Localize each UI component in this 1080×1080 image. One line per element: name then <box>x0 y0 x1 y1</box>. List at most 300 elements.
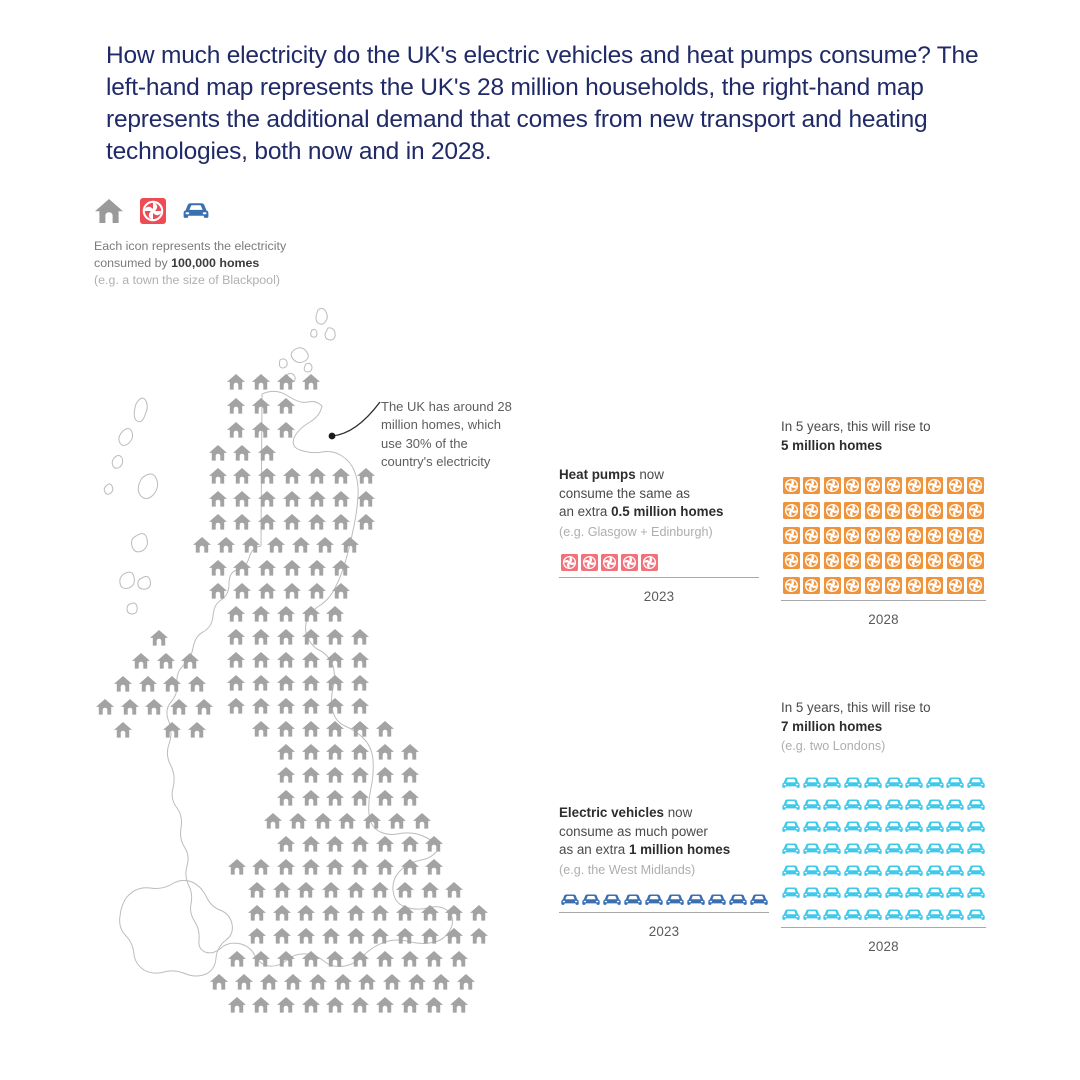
pictogram-cell <box>945 861 966 881</box>
heat-pump-icon <box>803 502 820 519</box>
car-icon <box>581 893 601 907</box>
pictogram-cell <box>843 525 864 546</box>
car-icon <box>966 886 986 900</box>
car-icon <box>843 908 863 922</box>
pictogram-cell <box>945 839 966 859</box>
heat-pump-icon <box>967 527 984 544</box>
pictogram-cell <box>802 475 823 496</box>
heat-pump-icon <box>824 552 841 569</box>
car-icon <box>822 776 842 790</box>
car-icon <box>781 864 801 878</box>
car-icon <box>665 893 685 907</box>
car-icon <box>749 893 769 907</box>
heat-pump-icon <box>967 552 984 569</box>
heat-pump-icon <box>885 502 902 519</box>
pictogram-cell <box>802 795 823 815</box>
pictogram-cell <box>822 525 843 546</box>
car-icon <box>822 864 842 878</box>
pictogram-cell <box>904 550 925 571</box>
pictogram-cell <box>781 500 802 521</box>
car-icon <box>925 820 945 834</box>
pictogram-cell <box>802 773 823 793</box>
heat-pump-icon <box>844 477 861 494</box>
car-icon <box>686 893 706 907</box>
ev-2028-lead: In 5 years, this will rise to <box>781 700 931 715</box>
pictogram-cell <box>843 817 864 837</box>
pictogram-cell <box>781 773 802 793</box>
heat-pump-icon <box>844 502 861 519</box>
pictogram-cell <box>781 575 802 596</box>
heat-pump-icon <box>824 502 841 519</box>
pictogram-cell <box>863 500 884 521</box>
car-icon <box>843 886 863 900</box>
panel-electric-vehicles-2028 <box>781 699 986 954</box>
car-icon <box>863 908 883 922</box>
heat-pump-icon <box>824 477 841 494</box>
heat-pump-icon <box>601 554 618 571</box>
heat-pump-icon <box>581 554 598 571</box>
pictogram-cell <box>966 861 987 881</box>
car-icon <box>863 864 883 878</box>
car-icon <box>822 842 842 856</box>
pictogram-cell <box>559 890 580 910</box>
car-icon <box>602 893 622 907</box>
heat-pumps-now-example: (e.g. Glasgow + Edinburgh) <box>559 524 713 539</box>
pictogram-cell <box>925 883 946 903</box>
pictogram-cell <box>822 795 843 815</box>
pictogram-cell <box>884 550 905 571</box>
heat-pumps-now-copy <box>559 466 759 522</box>
car-icon <box>863 798 883 812</box>
car-icon <box>781 776 801 790</box>
pictogram-cell <box>904 861 925 881</box>
pictogram-cell <box>781 475 802 496</box>
pictogram-cell <box>843 795 864 815</box>
pictogram-cell <box>945 475 966 496</box>
pictogram-cell <box>706 890 727 910</box>
pictogram-cell <box>966 817 987 837</box>
ev-now-line2: consume as much power <box>559 823 708 839</box>
heat-pump-icon <box>926 577 943 594</box>
pictogram-cell <box>966 475 987 496</box>
car-icon <box>925 908 945 922</box>
pictogram-cell <box>925 500 946 521</box>
heat-pump-icon <box>906 577 923 594</box>
pictogram-cell <box>863 817 884 837</box>
legend-caption-sub: (e.g. a town the size of Blackpool) <box>94 273 280 287</box>
heat-pumps-now-baseline <box>559 577 759 578</box>
pictogram-cell <box>925 575 946 596</box>
car-icon <box>945 776 965 790</box>
car-icon <box>966 820 986 834</box>
heat-pump-icon <box>947 552 964 569</box>
pictogram-cell <box>904 475 925 496</box>
pictogram-cell <box>802 861 823 881</box>
pictogram-cell <box>727 890 748 910</box>
car-icon <box>966 798 986 812</box>
heat-pump-icon <box>844 577 861 594</box>
heat-pumps-2028-lead: In 5 years, this will rise to <box>781 419 931 434</box>
pictogram-cell <box>884 500 905 521</box>
pictogram-cell <box>863 773 884 793</box>
pictogram-cell <box>843 575 864 596</box>
pictogram-cell <box>904 817 925 837</box>
ev-now-line3-prefix: as an extra <box>559 842 629 858</box>
car-icon <box>802 798 822 812</box>
pictogram-cell <box>781 905 802 925</box>
heat-pump-icon <box>865 552 882 569</box>
car-icon <box>945 864 965 878</box>
pictogram-cell <box>601 890 622 910</box>
car-icon <box>945 886 965 900</box>
ev-now-year: 2023 <box>648 923 680 939</box>
car-icon <box>781 820 801 834</box>
pictogram-cell <box>599 552 619 573</box>
heat-pumps-2028-icon-grid <box>781 475 986 600</box>
ev-2028-icon-grid <box>781 773 986 927</box>
car-icon <box>802 776 822 790</box>
pictogram-cell <box>781 525 802 546</box>
pictogram-cell <box>802 839 823 859</box>
pictogram-cell <box>925 773 946 793</box>
heat-pump-icon <box>865 577 882 594</box>
car-icon <box>863 820 883 834</box>
heat-pump-icon <box>947 477 964 494</box>
heat-pump-icon <box>803 527 820 544</box>
ev-now-value: 1 million homes <box>628 842 731 858</box>
pictogram-cell <box>843 839 864 859</box>
car-icon <box>945 842 965 856</box>
pictogram-cell <box>802 883 823 903</box>
pictogram-cell <box>843 905 864 925</box>
heat-pumps-2028-year: 2028 <box>868 612 899 628</box>
ev-now-title-rest: now <box>663 805 693 820</box>
pictogram-cell <box>884 883 905 903</box>
car-icon <box>728 893 748 907</box>
pictogram-cell <box>945 500 966 521</box>
heat-pump-icon <box>926 527 943 544</box>
pictogram-cell <box>822 861 843 881</box>
pictogram-cell <box>966 905 987 925</box>
ev-now-example: (e.g. the West Midlands) <box>559 862 696 877</box>
heat-pump-icon <box>967 577 984 594</box>
heat-pump-icon <box>783 527 800 544</box>
heat-pump-icon <box>824 527 841 544</box>
pictogram-cell <box>945 905 966 925</box>
car-icon <box>843 864 863 878</box>
ev-now-baseline <box>559 912 769 913</box>
pictogram-cell <box>966 525 987 546</box>
pictogram-cell <box>884 475 905 496</box>
pictogram-cell <box>925 550 946 571</box>
pictogram-cell <box>966 550 987 571</box>
pictogram-cell <box>843 861 864 881</box>
car-icon <box>966 908 986 922</box>
pictogram-cell <box>863 861 884 881</box>
pictogram-cell <box>884 839 905 859</box>
heat-pumps-2028-value: 5 million homes <box>781 437 883 453</box>
heat-pump-icon <box>783 577 800 594</box>
car-icon <box>884 886 904 900</box>
pictogram-cell <box>904 500 925 521</box>
heat-pump-icon <box>967 502 984 519</box>
heat-pump-icon <box>865 502 882 519</box>
car-icon <box>863 842 883 856</box>
pictogram-cell <box>802 550 823 571</box>
pictogram-cell <box>664 890 685 910</box>
heat-pump-icon <box>885 552 902 569</box>
heat-pump-icon <box>844 552 861 569</box>
page-headline: How much electricity do the UK's electric vehicles and heat pumps consume? The left-hand map represents the UK's 28 million households, the right-hand map represents the additional demand that comes from new transport and heating technologies, both now and in 2028. <box>106 42 979 165</box>
car-icon <box>802 820 822 834</box>
pictogram-cell <box>863 839 884 859</box>
car-icon <box>904 798 924 812</box>
heat-pump-icon <box>947 502 964 519</box>
pictogram-cell <box>925 525 946 546</box>
heat-pump-icon <box>621 554 638 571</box>
pictogram-cell <box>843 500 864 521</box>
pictogram-cell <box>802 525 823 546</box>
heat-pump-icon <box>967 477 984 494</box>
legend-caption-value: 100,000 homes <box>171 256 260 270</box>
heat-pumps-now-title: Heat pumps <box>559 467 636 482</box>
pictogram-cell <box>822 883 843 903</box>
pictogram-cell <box>966 839 987 859</box>
panel-heat-pumps-2023 <box>559 466 759 604</box>
ev-2028-copy <box>781 699 986 736</box>
car-icon <box>843 820 863 834</box>
pictogram-cell <box>619 552 639 573</box>
ev-now-icon-grid <box>559 890 769 912</box>
pictogram-cell <box>884 525 905 546</box>
pictogram-cell <box>802 905 823 925</box>
car-icon <box>781 842 801 856</box>
pictogram-cell <box>925 475 946 496</box>
pictogram-cell <box>904 883 925 903</box>
car-icon <box>781 908 801 922</box>
car-icon <box>884 908 904 922</box>
car-icon <box>966 776 986 790</box>
car-icon <box>623 893 643 907</box>
car-icon <box>904 864 924 878</box>
heat-pump-icon <box>641 554 658 571</box>
pictogram-cell <box>966 773 987 793</box>
heat-pumps-now-icon-grid <box>559 552 759 577</box>
heat-pump-icon <box>885 577 902 594</box>
heat-pump-icon <box>926 552 943 569</box>
pictogram-cell <box>925 817 946 837</box>
pictogram-cell <box>884 575 905 596</box>
panel-heat-pumps-2028 <box>781 418 986 627</box>
heat-pump-icon <box>803 552 820 569</box>
pictogram-cell <box>781 883 802 903</box>
heat-pumps-2028-copy <box>781 418 986 455</box>
pictogram-cell <box>685 890 706 910</box>
pictogram-cell <box>843 475 864 496</box>
legend-caption <box>94 238 434 289</box>
heat-pump-icon <box>906 552 923 569</box>
car-icon <box>904 908 924 922</box>
heat-pumps-now-line3-prefix: an extra <box>559 504 612 520</box>
car-icon <box>843 842 863 856</box>
car-icon <box>802 842 822 856</box>
pictogram-cell <box>822 475 843 496</box>
car-icon <box>822 798 842 812</box>
car-icon <box>966 842 986 856</box>
car-icon <box>802 886 822 900</box>
pictogram-cell <box>559 552 579 573</box>
car-icon <box>945 908 965 922</box>
car-icon <box>925 842 945 856</box>
pictogram-cell <box>843 773 864 793</box>
ev-2028-example: (e.g. two Londons) <box>781 739 886 754</box>
map-annotation-text: The UK has around 28 million homes, which use 30% of the country's electricity <box>381 399 512 470</box>
pictogram-cell <box>622 890 643 910</box>
pictogram-cell <box>904 575 925 596</box>
car-icon <box>863 776 883 790</box>
pictogram-cell <box>925 905 946 925</box>
pictogram-cell <box>822 773 843 793</box>
pictogram-cell <box>925 795 946 815</box>
car-icon <box>781 798 801 812</box>
house-icon <box>94 197 124 230</box>
pictogram-cell <box>579 552 599 573</box>
heat-pump-icon <box>783 552 800 569</box>
pictogram-cell <box>822 839 843 859</box>
pictogram-cell <box>843 883 864 903</box>
pictogram-cell <box>822 500 843 521</box>
heat-pump-icon <box>140 198 166 229</box>
car-icon <box>707 893 727 907</box>
car-icon <box>925 864 945 878</box>
pictogram-cell <box>904 905 925 925</box>
heat-pump-icon <box>926 502 943 519</box>
car-icon <box>822 820 842 834</box>
pictogram-cell <box>802 500 823 521</box>
heat-pumps-now-title-rest: now <box>635 467 664 482</box>
pictogram-cell <box>945 525 966 546</box>
pictogram-cell <box>802 817 823 837</box>
heat-pump-icon <box>885 477 902 494</box>
pictogram-cell <box>884 773 905 793</box>
pictogram-cell <box>945 773 966 793</box>
car-icon <box>945 798 965 812</box>
heat-pump-icon <box>906 477 923 494</box>
car-icon <box>843 798 863 812</box>
pictogram-cell <box>884 905 905 925</box>
pictogram-cell <box>822 817 843 837</box>
heat-pump-icon <box>947 527 964 544</box>
car-icon <box>925 776 945 790</box>
car-icon <box>925 798 945 812</box>
legend-caption-line1: Each icon represents the electricity <box>94 239 287 253</box>
car-icon <box>884 798 904 812</box>
heat-pump-icon <box>926 477 943 494</box>
car-icon <box>966 864 986 878</box>
pictogram-cell <box>863 575 884 596</box>
ev-2028-year: 2028 <box>868 939 899 955</box>
pictogram-cell <box>781 817 802 837</box>
pictogram-cell <box>884 861 905 881</box>
panel-electric-vehicles-2023 <box>559 804 769 939</box>
pictogram-cell <box>781 839 802 859</box>
ev-now-copy <box>559 804 769 860</box>
car-icon <box>904 820 924 834</box>
pictogram-cell <box>945 795 966 815</box>
car-icon <box>822 908 842 922</box>
car-icon <box>884 820 904 834</box>
car-icon <box>644 893 664 907</box>
pictogram-cell <box>748 890 769 910</box>
car-icon <box>904 886 924 900</box>
pictogram-cell <box>884 795 905 815</box>
pictogram-cell <box>639 552 659 573</box>
legend <box>94 196 434 289</box>
pictogram-cell <box>643 890 664 910</box>
pictogram-cell <box>822 905 843 925</box>
legend-caption-line2: consumed by <box>94 256 172 270</box>
car-icon <box>884 776 904 790</box>
pictogram-cell <box>863 795 884 815</box>
pictogram-cell <box>966 795 987 815</box>
pictogram-cell <box>781 861 802 881</box>
pictogram-cell <box>843 550 864 571</box>
car-icon <box>904 842 924 856</box>
heat-pump-icon <box>783 477 800 494</box>
heat-pump-icon <box>906 502 923 519</box>
pictogram-cell <box>904 773 925 793</box>
heat-pump-icon <box>561 554 578 571</box>
pictogram-cell <box>966 883 987 903</box>
heat-pump-icon <box>803 577 820 594</box>
heat-pumps-2028-baseline <box>781 600 986 601</box>
heat-pump-icon <box>865 477 882 494</box>
heat-pump-icon <box>947 577 964 594</box>
car-icon <box>945 820 965 834</box>
car-icon <box>781 886 801 900</box>
heat-pump-icon <box>885 527 902 544</box>
car-icon <box>925 886 945 900</box>
pictogram-cell <box>863 905 884 925</box>
ev-now-title: Electric vehicles <box>559 805 664 820</box>
pictogram-cell <box>863 475 884 496</box>
pictogram-cell <box>802 575 823 596</box>
heat-pumps-now-year: 2023 <box>643 588 675 604</box>
heat-pump-icon <box>783 502 800 519</box>
ev-2028-value: 7 million homes <box>781 718 883 734</box>
pictogram-cell <box>781 550 802 571</box>
car-icon <box>802 864 822 878</box>
pictogram-cell <box>945 550 966 571</box>
pictogram-cell <box>904 795 925 815</box>
pictogram-cell <box>904 525 925 546</box>
car-icon <box>843 776 863 790</box>
heat-pumps-now-value: 0.5 million homes <box>611 504 724 520</box>
car-icon <box>884 842 904 856</box>
pictogram-cell <box>863 550 884 571</box>
heat-pump-icon <box>824 577 841 594</box>
car-icon <box>863 886 883 900</box>
pictogram-cell <box>863 525 884 546</box>
car-icon <box>802 908 822 922</box>
pictogram-cell <box>945 883 966 903</box>
heat-pump-icon <box>803 477 820 494</box>
pictogram-cell <box>966 500 987 521</box>
car-icon <box>822 886 842 900</box>
car-icon <box>182 201 210 226</box>
pictogram-cell <box>945 575 966 596</box>
pictogram-cell <box>580 890 601 910</box>
